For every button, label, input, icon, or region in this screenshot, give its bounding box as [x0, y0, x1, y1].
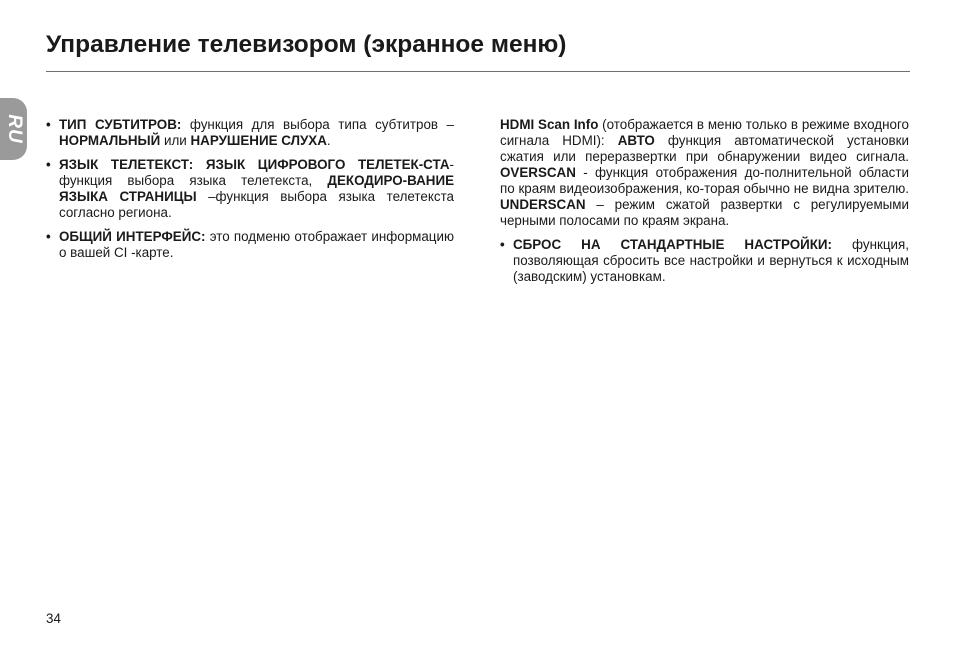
language-tab [0, 98, 27, 160]
term-hearing-impaired: НАРУШЕНИЕ СЛУХА [190, 133, 327, 148]
term-overscan: OVERSCAN [500, 165, 576, 180]
term-subtitle-type: ТИП СУБТИТРОВ: [59, 117, 182, 132]
list-item-teletext-language [46, 157, 454, 221]
bullet-icon: • [500, 237, 505, 252]
title-divider [46, 71, 910, 72]
term-underscan: UNDERSCAN [500, 197, 586, 212]
term-common-interface: ОБЩИЙ ИНТЕРФЕЙС: [59, 229, 206, 244]
page-number: 34 [46, 611, 61, 626]
bullet-icon: • [46, 117, 51, 132]
item-text: –функция выбора языка телетекста согласно региона. [59, 189, 454, 220]
paragraph-text: функция автоматической установки сжатия или переразвертки при обнаружении видео сигнала. [500, 133, 909, 164]
item-text: функция, позволяющая сбросить все настройки и вернуться к исходным (заводским) установкам. [513, 237, 909, 284]
list-item-factory-reset [500, 237, 909, 285]
paragraph-text: (отображается в меню только в режиме входного сигнала HDMI): [500, 117, 909, 148]
bullet-icon: • [46, 157, 51, 172]
paragraph-hdmi-scan-info [500, 117, 909, 229]
list-item-subtitle-type [46, 117, 454, 149]
term-page-language-decoding: ДЕКОДИРО-ВАНИЕ ЯЗЫКА СТРАНИЦЫ [59, 173, 454, 204]
list-item-common-interface [46, 229, 454, 261]
item-text: или [160, 133, 191, 148]
item-text: функция для выбора типа субтитров – [181, 117, 455, 132]
paragraph-text: - функция отображения до-полнительной области по краям видеоизображения, ко-торая обычно не видна зрителю. [500, 165, 909, 196]
term-factory-reset: СБРОС НА СТАНДАРТНЫЕ НАСТРОЙКИ: [513, 237, 833, 252]
left-column [46, 117, 454, 269]
paragraph-text: – режим сжатой развертки с регулируемыми черными полосами по краям экрана. [500, 197, 909, 228]
item-text: . [326, 133, 331, 148]
page-title: Управление телевизором (экранное меню) [46, 31, 567, 58]
term-auto: АВТО [617, 133, 655, 148]
term-normal: НОРМАЛЬНЫЙ [59, 133, 161, 148]
term-hdmi-scan-info: HDMI Scan Info [500, 117, 599, 132]
term-teletext-language: ЯЗЫК ТЕЛЕТЕКСТ: ЯЗЫК ЦИФРОВОГО ТЕЛЕТЕК-СТА [59, 157, 450, 172]
item-text: - функция выбора языка телетекста, [59, 157, 454, 188]
language-tab-label: RU [3, 114, 25, 144]
bullet-icon: • [46, 229, 51, 244]
item-text: это подменю отображает информацию о вашей CI -карте. [59, 229, 454, 260]
right-column [500, 117, 909, 293]
